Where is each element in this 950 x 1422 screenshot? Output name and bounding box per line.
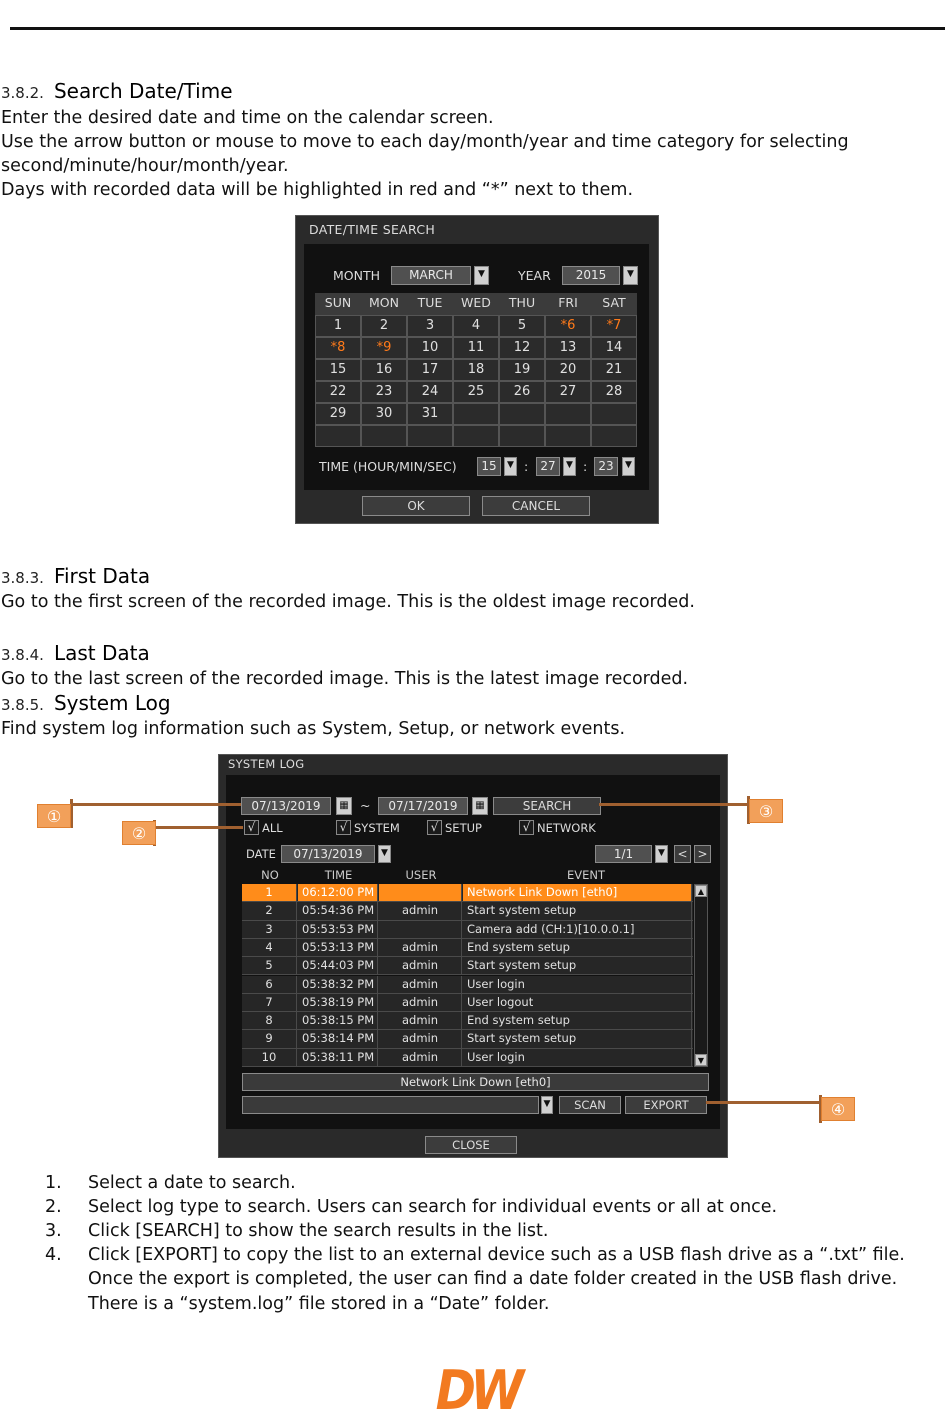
calendar-empty-cell [361,425,407,447]
scroll-up-icon[interactable]: ▲ [695,885,707,897]
calendar-day[interactable]: 28 [591,381,637,403]
section-title: Last Data [53,641,150,665]
table-cell-time: 05:53:53 PM [298,921,378,938]
list-item-text: Click [SEARCH] to show the search results in the list. [88,1221,549,1241]
ok-button[interactable]: OK [362,496,470,516]
callout-2-badge: ② [122,821,156,845]
table-cell-no: 2 [242,902,297,919]
table-cell-user: admin [379,976,462,993]
table-cell-no: 3 [242,921,297,938]
section-heading-384 [1,641,150,665]
system-log-dialog [218,754,728,1158]
callout-leader-4 [706,1101,821,1104]
section-heading-385 [1,691,171,715]
section-number: 3.8.4. [1,646,44,664]
date-dropdown-icon[interactable]: ▼ [378,845,391,863]
list-item-text: Click [EXPORT] to copy the list to an external device such as a USB flash drive as a “.txt” file. [88,1245,905,1265]
calendar-day[interactable]: 18 [453,359,499,381]
calendar-icon[interactable]: ▦ [472,797,488,815]
calendar-day[interactable]: 14 [591,337,637,359]
calendar-day[interactable]: 15 [315,359,361,381]
list-item-text: Select log type to search. Users can search for individual events or all at once. [88,1197,778,1217]
callout-4-badge: ④ [821,1097,855,1121]
calendar-day[interactable]: 22 [315,381,361,403]
calendar-empty-cell [453,403,499,425]
table-cell-event: Start system setup [463,957,692,974]
column-header[interactable]: TIME [324,868,353,882]
table-cell-event: Camera add (CH:1)[10.0.0.1] [463,921,692,938]
calendar-day[interactable]: 3 [407,315,453,337]
dialog-title: DATE/TIME SEARCH [309,222,436,237]
device-dropdown-icon[interactable]: ▼ [541,1096,553,1114]
table-cell-time: 05:44:03 PM [298,957,378,974]
list-item-text: There is a “system.log” file stored in a “Date” folder. [88,1293,550,1314]
weekday-header: MON [361,293,407,315]
calendar-icon[interactable]: ▦ [336,797,352,815]
date-range-tilde: ~ [360,798,371,813]
hour-field[interactable]: 15 [477,457,501,476]
year-dropdown-icon[interactable]: ▼ [623,266,638,285]
section-number: 3.8.2. [1,84,44,102]
table-cell-event: Network Link Down [eth0] [463,884,692,901]
time-separator: : [524,459,529,474]
table-cell-no: 4 [242,939,297,956]
calendar-day[interactable]: 17 [407,359,453,381]
calendar-day[interactable]: 24 [407,381,453,403]
table-cell-event: End system setup [463,939,692,956]
paragraph: Days with recorded data will be highlighted in red and “*” next to them. [1,180,634,200]
calendar-empty-cell [453,425,499,447]
table-cell-no: 10 [242,1049,297,1066]
calendar-day[interactable]: 29 [315,403,361,425]
table-cell-time: 06:12:00 PM [298,884,378,901]
month-select[interactable]: MARCH [391,266,471,285]
calendar-empty-cell [315,425,361,447]
calendar-day[interactable]: 10 [407,337,453,359]
filter-system-label: SYSTEM [354,821,400,835]
table-cell-time: 05:38:32 PM [298,976,378,993]
datetime-search-dialog [295,215,659,524]
table-cell-time: 05:38:15 PM [298,1012,378,1029]
hour-dropdown-icon[interactable]: ▼ [504,457,517,476]
table-cell-user: admin [379,1049,462,1066]
column-header[interactable]: NO [261,868,279,882]
table-cell-user: admin [379,1012,462,1029]
section-heading-383 [1,564,150,588]
calendar-empty-cell [499,425,545,447]
table-cell-user: admin [379,994,462,1011]
event-detail-field: Network Link Down [eth0] [242,1073,709,1091]
filter-setup-label: SETUP [445,821,482,835]
search-button[interactable]: SEARCH [493,797,601,815]
list-item-number: 1. [45,1173,62,1193]
filter-network-label: NETWORK [537,821,596,835]
calendar-day[interactable]: 20 [545,359,591,381]
table-cell-time: 05:53:13 PM [298,939,378,956]
time-separator: : [583,459,588,474]
filter-network-checkbox[interactable]: √ [519,820,534,835]
column-header[interactable]: EVENT [566,868,606,882]
paragraph: Go to the first screen of the recorded image. This is the oldest image recorded. [1,592,695,612]
calendar-empty-cell [545,425,591,447]
table-cell-time: 05:38:11 PM [298,1049,378,1066]
weekday-header: FRI [545,293,591,315]
table-cell-no: 6 [242,976,297,993]
table-cell-no: 9 [242,1030,297,1047]
callout-leader-2 [153,826,243,829]
table-cell-event: User login [463,1049,692,1066]
weekday-header: TUE [407,293,453,315]
table-cell-no: 5 [242,957,297,974]
table-cell-user: admin [379,957,462,974]
month-label: MONTH [333,268,381,283]
log-scrollbar[interactable] [694,884,708,1067]
second-field[interactable]: 23 [594,457,618,476]
list-item-number: 2. [45,1197,62,1217]
weekday-header: WED [453,293,499,315]
paragraph: Enter the desired date and time on the calendar screen. [1,108,494,128]
callout-1-badge: ① [37,804,71,828]
year-select[interactable]: 2015 [562,266,620,285]
list-item-number: 3. [45,1221,62,1241]
weekday-header: THU [499,293,545,315]
section-title: Search Date/Time [53,79,233,103]
callout-leader-1 [70,803,241,806]
section-heading-382 [1,79,233,103]
cancel-button[interactable]: CANCEL [482,496,590,516]
calendar-day[interactable]: 21 [591,359,637,381]
calendar-day[interactable]: 30 [361,403,407,425]
section-title: System Log [53,691,171,715]
filter-all-checkbox[interactable]: √ [244,820,259,835]
column-header[interactable]: USER [405,868,437,882]
calendar-day[interactable]: *6 [545,315,591,337]
top-rule [10,27,945,30]
table-cell-no: 7 [242,994,297,1011]
next-page-button[interactable]: > [694,845,711,863]
date-select[interactable]: 07/13/2019 [281,845,375,863]
table-cell-user: admin [379,902,462,919]
calendar-day[interactable]: 25 [453,381,499,403]
calendar-day[interactable]: 26 [499,381,545,403]
paragraph: Go to the last screen of the recorded image. This is the latest image recorded. [1,669,689,689]
calendar-day[interactable]: 4 [453,315,499,337]
table-cell-event: User logout [463,994,692,1011]
table-cell-no: 1 [242,884,297,901]
table-cell-user [379,921,462,938]
list-item-text: Once the export is completed, the user can find a date folder created in the USB flash drive. [88,1269,898,1290]
calendar-day[interactable]: 16 [361,359,407,381]
table-cell-user: admin [379,1030,462,1047]
table-cell-event: User login [463,976,692,993]
calendar-day[interactable]: 23 [361,381,407,403]
prev-page-button[interactable]: < [674,845,691,863]
year-label: YEAR [518,268,551,283]
date-label: DATE [246,847,276,861]
calendar-day[interactable]: *9 [361,337,407,359]
section-title: First Data [53,564,151,588]
table-cell-event: Start system setup [463,1030,692,1047]
filter-system-checkbox[interactable]: √ [336,820,351,835]
scroll-down-icon[interactable]: ▼ [695,1054,707,1066]
date-to-field[interactable]: 07/17/2019 [378,797,468,815]
calendar-day[interactable]: 12 [499,337,545,359]
close-button[interactable]: CLOSE [425,1136,517,1154]
table-cell-time: 05:54:36 PM [298,902,378,919]
table-cell-time: 05:38:19 PM [298,994,378,1011]
scan-button[interactable]: SCAN [559,1096,621,1114]
calendar-empty-cell [499,403,545,425]
export-button[interactable]: EXPORT [625,1096,707,1114]
month-dropdown-icon[interactable]: ▼ [474,266,489,285]
minute-dropdown-icon[interactable]: ▼ [563,457,576,476]
export-device-select[interactable] [242,1096,539,1114]
callout-3-badge: ③ [749,799,783,823]
calendar-day[interactable]: 19 [499,359,545,381]
filter-all-label: ALL [262,821,283,835]
calendar-empty-cell [545,403,591,425]
table-cell-event: Start system setup [463,902,692,919]
calendar-day[interactable]: 1 [315,315,361,337]
weekday-header: SAT [591,293,637,315]
calendar-empty-cell [591,425,637,447]
section-number: 3.8.5. [1,696,44,714]
table-cell-user: admin [379,939,462,956]
date-from-field[interactable]: 07/13/2019 [241,797,331,815]
list-item-number: 4. [45,1245,62,1265]
calendar-day[interactable]: 11 [453,337,499,359]
calendar-empty-cell [591,403,637,425]
list-item-text: Select a date to search. [88,1173,296,1193]
page-select[interactable]: 1/1 [595,845,652,863]
table-cell-event: End system setup [463,1012,692,1029]
calendar-day[interactable]: *7 [591,315,637,337]
paragraph: Use the arrow button or mouse to move to each day/month/year and time category for selecting [1,132,849,152]
filter-setup-checkbox[interactable]: √ [427,820,442,835]
second-dropdown-icon[interactable]: ▼ [622,457,635,476]
dialog-title: SYSTEM LOG [228,757,305,771]
time-label: TIME (HOUR/MIN/SEC) [319,459,457,474]
calendar-day[interactable]: 27 [545,381,591,403]
table-cell-user [379,884,462,901]
page-dropdown-icon[interactable]: ▼ [655,845,668,863]
section-number: 3.8.3. [1,569,44,587]
calendar-day[interactable]: *8 [315,337,361,359]
calendar-day[interactable]: 5 [499,315,545,337]
calendar-empty-cell [407,425,453,447]
weekday-header: SUN [315,293,361,315]
callout-leader-3 [599,803,749,806]
calendar-day[interactable]: 13 [545,337,591,359]
calendar-day[interactable]: 2 [361,315,407,337]
minute-field[interactable]: 27 [536,457,560,476]
calendar-day[interactable]: 31 [407,403,453,425]
table-cell-no: 8 [242,1012,297,1029]
dw-logo: DW [435,1359,519,1422]
paragraph: Find system log information such as System, Setup, or network events. [1,719,626,739]
table-cell-time: 05:38:14 PM [298,1030,378,1047]
paragraph: second/minute/hour/month/year. [1,156,289,176]
